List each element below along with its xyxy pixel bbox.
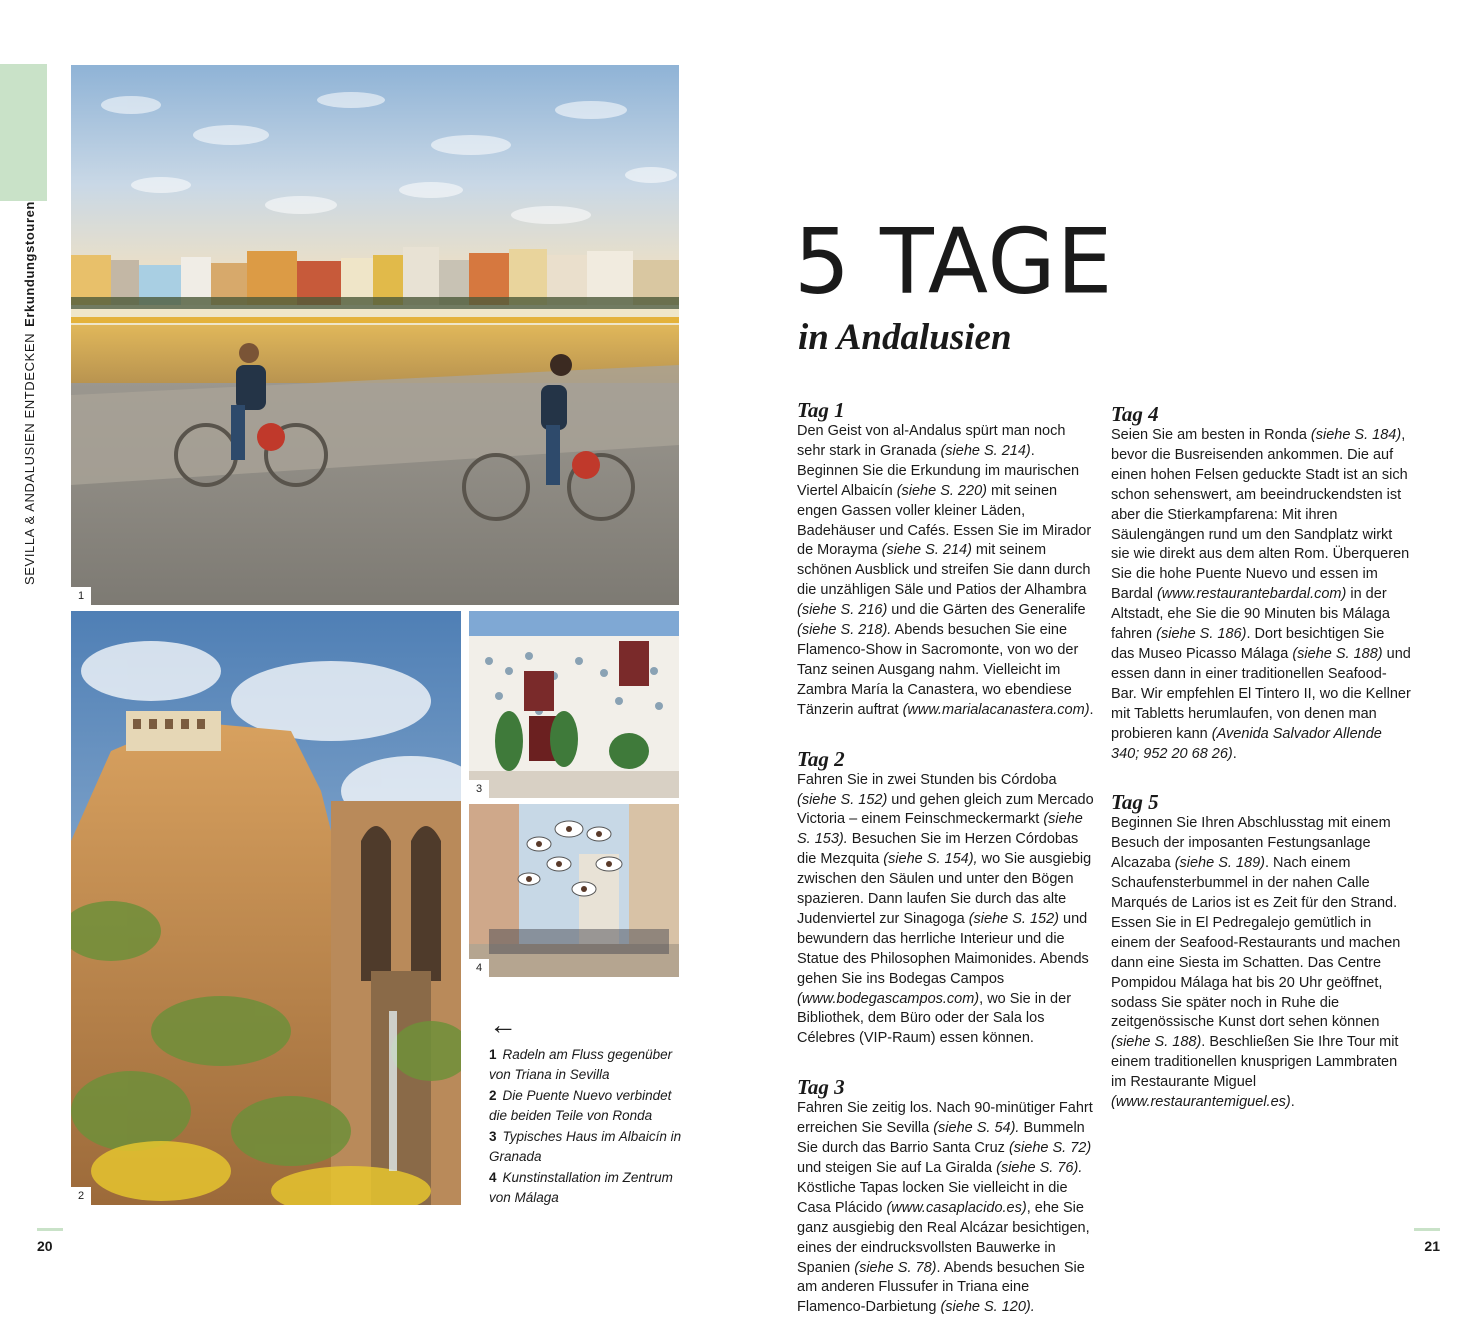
day-section — [1111, 402, 1411, 764]
page-reference: (Avenida Salvador Allende 340; 952 20 68 26) — [1111, 725, 1382, 762]
caption-number: 3 — [489, 1129, 497, 1144]
page-title: 5 TAGE — [794, 208, 1114, 315]
page-number-rule — [37, 1228, 63, 1231]
day-text — [797, 1099, 1097, 1318]
text-segment: und gehen gleich zum Mercado Victoria – einem Feinschmeckermarkt — [797, 791, 1094, 828]
chapter-color-tab — [0, 64, 47, 201]
caption-text: Kunstinstallation im Zentrum von Málaga — [489, 1170, 673, 1205]
day-title: Tag 4 — [1111, 402, 1159, 426]
page-reference: (siehe S. 188) — [1111, 1034, 1202, 1051]
day-section — [1111, 790, 1411, 1113]
caption-item — [489, 1168, 684, 1208]
text-segment: in der Altstadt, ehe Sie die 90 Minuten bis Málaga fahren — [1111, 586, 1390, 643]
day-title: Tag 2 — [797, 746, 845, 771]
day-section — [797, 747, 1097, 1050]
page-reference: (siehe S. 218). — [797, 622, 892, 639]
photo-captions — [489, 1045, 684, 1209]
caption-number: 1 — [489, 1047, 497, 1062]
text-segment: . Abends besuchen Sie am anderen Flussufer in Triana eine Flamenco-Darbietung — [797, 1259, 1085, 1316]
day-title: Tag 5 — [1111, 790, 1159, 815]
text-segment: Köstliche Tapas locken Sie vielleicht in die Casa Plácido — [797, 1179, 1068, 1216]
photo-puente-nuevo-ronda — [71, 611, 461, 1205]
chapter-subsection-label: Erkundungstouren — [22, 201, 37, 327]
day-title: Tag 3 — [797, 1075, 845, 1100]
text-segment: Abends besuchen Sie eine Flamenco-Show in Sacromonte, von wo der Tanz seinen Ausgang nahm. Vielleicht im Zambra María la Canastera, wo ebendiese Tänzerin auftrat — [797, 622, 1079, 718]
text-segment: Seien Sie am besten in Ronda — [1111, 427, 1311, 443]
page-reference: (www.restaurantemiguel.es) — [1111, 1094, 1291, 1111]
day-text — [797, 771, 1097, 1050]
text-segment: , bevor die Busreisenden ankommen. Die auf einen hohen Felsen geduckte Stadt ist an sich schon sehenswert, am beeindruckendsten ist aber die Stierkampfarena: Mit ihren Säulengängen rund um den Sandplatz wirkt sie wie direkt aus dem alten Rom. Überqueren Sie die hohe Puente Nuevo und essen im Bardal — [1111, 427, 1410, 603]
photo-cyclists-triana — [71, 65, 679, 605]
page-reference: (siehe S. 214) — [881, 542, 972, 559]
text-column-left — [797, 398, 1097, 1318]
text-segment: und steigen Sie auf La Giralda — [797, 1160, 997, 1176]
page-number-text: 21 — [1424, 1238, 1440, 1254]
text-segment: . Dort besichtigen Sie das Museo Picasso Málaga — [1111, 626, 1385, 662]
page-reference: (siehe S. 72) — [1008, 1140, 1092, 1157]
text-segment: . — [1089, 701, 1094, 718]
page-reference: (siehe S. 154), — [883, 851, 978, 868]
page-number-left — [37, 1228, 63, 1254]
day-section — [797, 1075, 1097, 1318]
text-segment: wo Sie ausgiebig zwischen den Säulen und unter den Bögen spazieren. Dann laufen Sie durch das alte Judenviertel zur Sinagoga — [797, 851, 1092, 927]
page-reference: (siehe S. 186) — [1156, 626, 1247, 643]
photo-number: 3 — [469, 780, 489, 798]
text-segment: Den Geist von al-Andalus spürt man noch sehr stark in Granada — [797, 423, 1066, 459]
text-segment: Fahren Sie in zwei Stunden bis Córdoba — [797, 771, 1057, 788]
text-segment: und die Gärten des Generalife — [887, 602, 1086, 619]
caption-item — [489, 1127, 684, 1167]
text-column-right — [1111, 402, 1411, 1113]
text-segment: . Nach einem Schaufensterbummel in der nahen Calle Marqués de Larios ist es Zeit für den Strand. Essen Sie in El Pedregalejo gemütlich in einem der Seafood-Restaurants und machen dann eine Siesta im Schatten. Das Centre Pompidou Málaga hat bis 20 Uhr geöffnet, sodass Sie später noch in Ruhe die zeitgenössische Kunst dort sehen können — [1111, 855, 1401, 1031]
text-segment: Fahren Sie zeitig los. Nach 90-minütiger Fahrt erreichen Sie Sevilla — [797, 1100, 1093, 1137]
page-reference: (www.marialacanastera.com) — [902, 701, 1090, 718]
day-text — [1111, 814, 1411, 1113]
text-segment: mit seinen engen Gassen voller kleiner Läden, Badehäuser und Cafés. Essen Sie im Mirador de Morayma — [797, 482, 1092, 559]
page-number-rule — [1414, 1228, 1440, 1231]
page-subtitle: in Andalusien — [798, 317, 1012, 358]
text-segment: Bummeln Sie durch das Barrio Santa Cruz — [797, 1120, 1085, 1157]
day-section — [797, 398, 1097, 721]
day-title: Tag 1 — [797, 398, 845, 422]
photo-albaicin-house — [469, 611, 679, 798]
page-reference: (siehe S. 152) — [968, 910, 1059, 927]
page-reference: (www.bodegascampos.com) — [797, 990, 980, 1007]
photo-number: 1 — [71, 587, 91, 605]
text-segment: und essen dann in einer traditionellen Seafood-Bar. Wir empfehlen El Tintero II, wo die Kellner mit Tabletts herumlaufen, von denen man probieren kann — [1111, 645, 1411, 742]
day-text — [1111, 426, 1411, 764]
photo-number: 4 — [469, 959, 489, 977]
page-reference: (siehe S. 216) — [797, 602, 888, 619]
page-reference: (siehe S. 184) — [1310, 427, 1402, 443]
caption-number: 2 — [489, 1088, 497, 1103]
caption-item — [489, 1045, 684, 1085]
caption-text: Typisches Haus im Albaicín in Granada — [489, 1129, 682, 1164]
page-reference: (siehe S. 76). — [996, 1160, 1083, 1176]
page-reference: (siehe S. 54). — [933, 1120, 1020, 1137]
text-segment: . — [1290, 1094, 1295, 1111]
day-text — [797, 422, 1097, 721]
page-reference: (siehe S. 120). — [940, 1299, 1035, 1316]
page-reference: (siehe S. 214) — [940, 442, 1031, 459]
page-reference: (siehe S. 78) — [854, 1259, 937, 1276]
page-reference: (siehe S. 220) — [896, 482, 987, 499]
page-reference: (siehe S. 152) — [797, 791, 888, 808]
caption-arrow-icon: ← — [489, 1009, 517, 1040]
chapter-running-head — [22, 201, 37, 585]
text-segment: . Beginnen Sie die Erkundung im maurischen Viertel Albaicín — [797, 442, 1080, 499]
page-reference: (www.restaurantebardal.com) — [1156, 586, 1347, 603]
page-number-text: 20 — [37, 1238, 53, 1254]
caption-text: Die Puente Nuevo verbindet die beiden Teile von Ronda — [489, 1088, 672, 1123]
text-segment: mit seinem schönen Ausblick und streifen Sie dann durch die unzähligen Säle und Patios der Alhambra — [797, 542, 1091, 599]
page-number-right — [1414, 1228, 1440, 1254]
photo-malaga-art-installation — [469, 804, 679, 977]
page-reference: (www.casaplacido.es) — [886, 1199, 1027, 1216]
caption-number: 4 — [489, 1170, 497, 1185]
page-reference: (siehe S. 188) — [1292, 645, 1383, 662]
caption-item — [489, 1086, 684, 1126]
text-segment: . — [1232, 745, 1237, 762]
photo-number: 2 — [71, 1187, 91, 1205]
text-segment: , wo Sie in der Bibliothek, dem Büro oder der Sala los Célebres (VIP-Raum) essen können. — [797, 990, 1072, 1047]
text-segment: , ehe Sie ganz ausgiebig den Real Alcázar besichtigen, eines der eindrucksvollsten Bauwerke in Spanien — [797, 1199, 1090, 1276]
caption-text: Radeln am Fluss gegenüber von Triana in Sevilla — [489, 1047, 673, 1082]
page-reference: (siehe S. 153). — [797, 811, 1083, 848]
text-segment: Besuchen Sie im Herzen Córdobas die Mezquita — [797, 831, 1079, 868]
chapter-section-label: SEVILLA & ANDALUSIEN ENTDECKEN — [22, 332, 37, 585]
text-segment: und bewundern das herrliche Interieur und die Statue des Philosophen Maimonides. Abends gehen Sie ins Bodegas Campos — [797, 910, 1089, 987]
page-reference: (siehe S. 189) — [1174, 855, 1265, 872]
text-segment: . Beschließen Sie Ihre Tour mit einem traditionellen knusprigen Lammbraten im Restaurante Miguel — [1111, 1034, 1399, 1091]
text-segment: Beginnen Sie Ihren Abschlusstag mit einem Besuch der imposanten Festungsanlage Alcazaba — [1111, 815, 1391, 872]
